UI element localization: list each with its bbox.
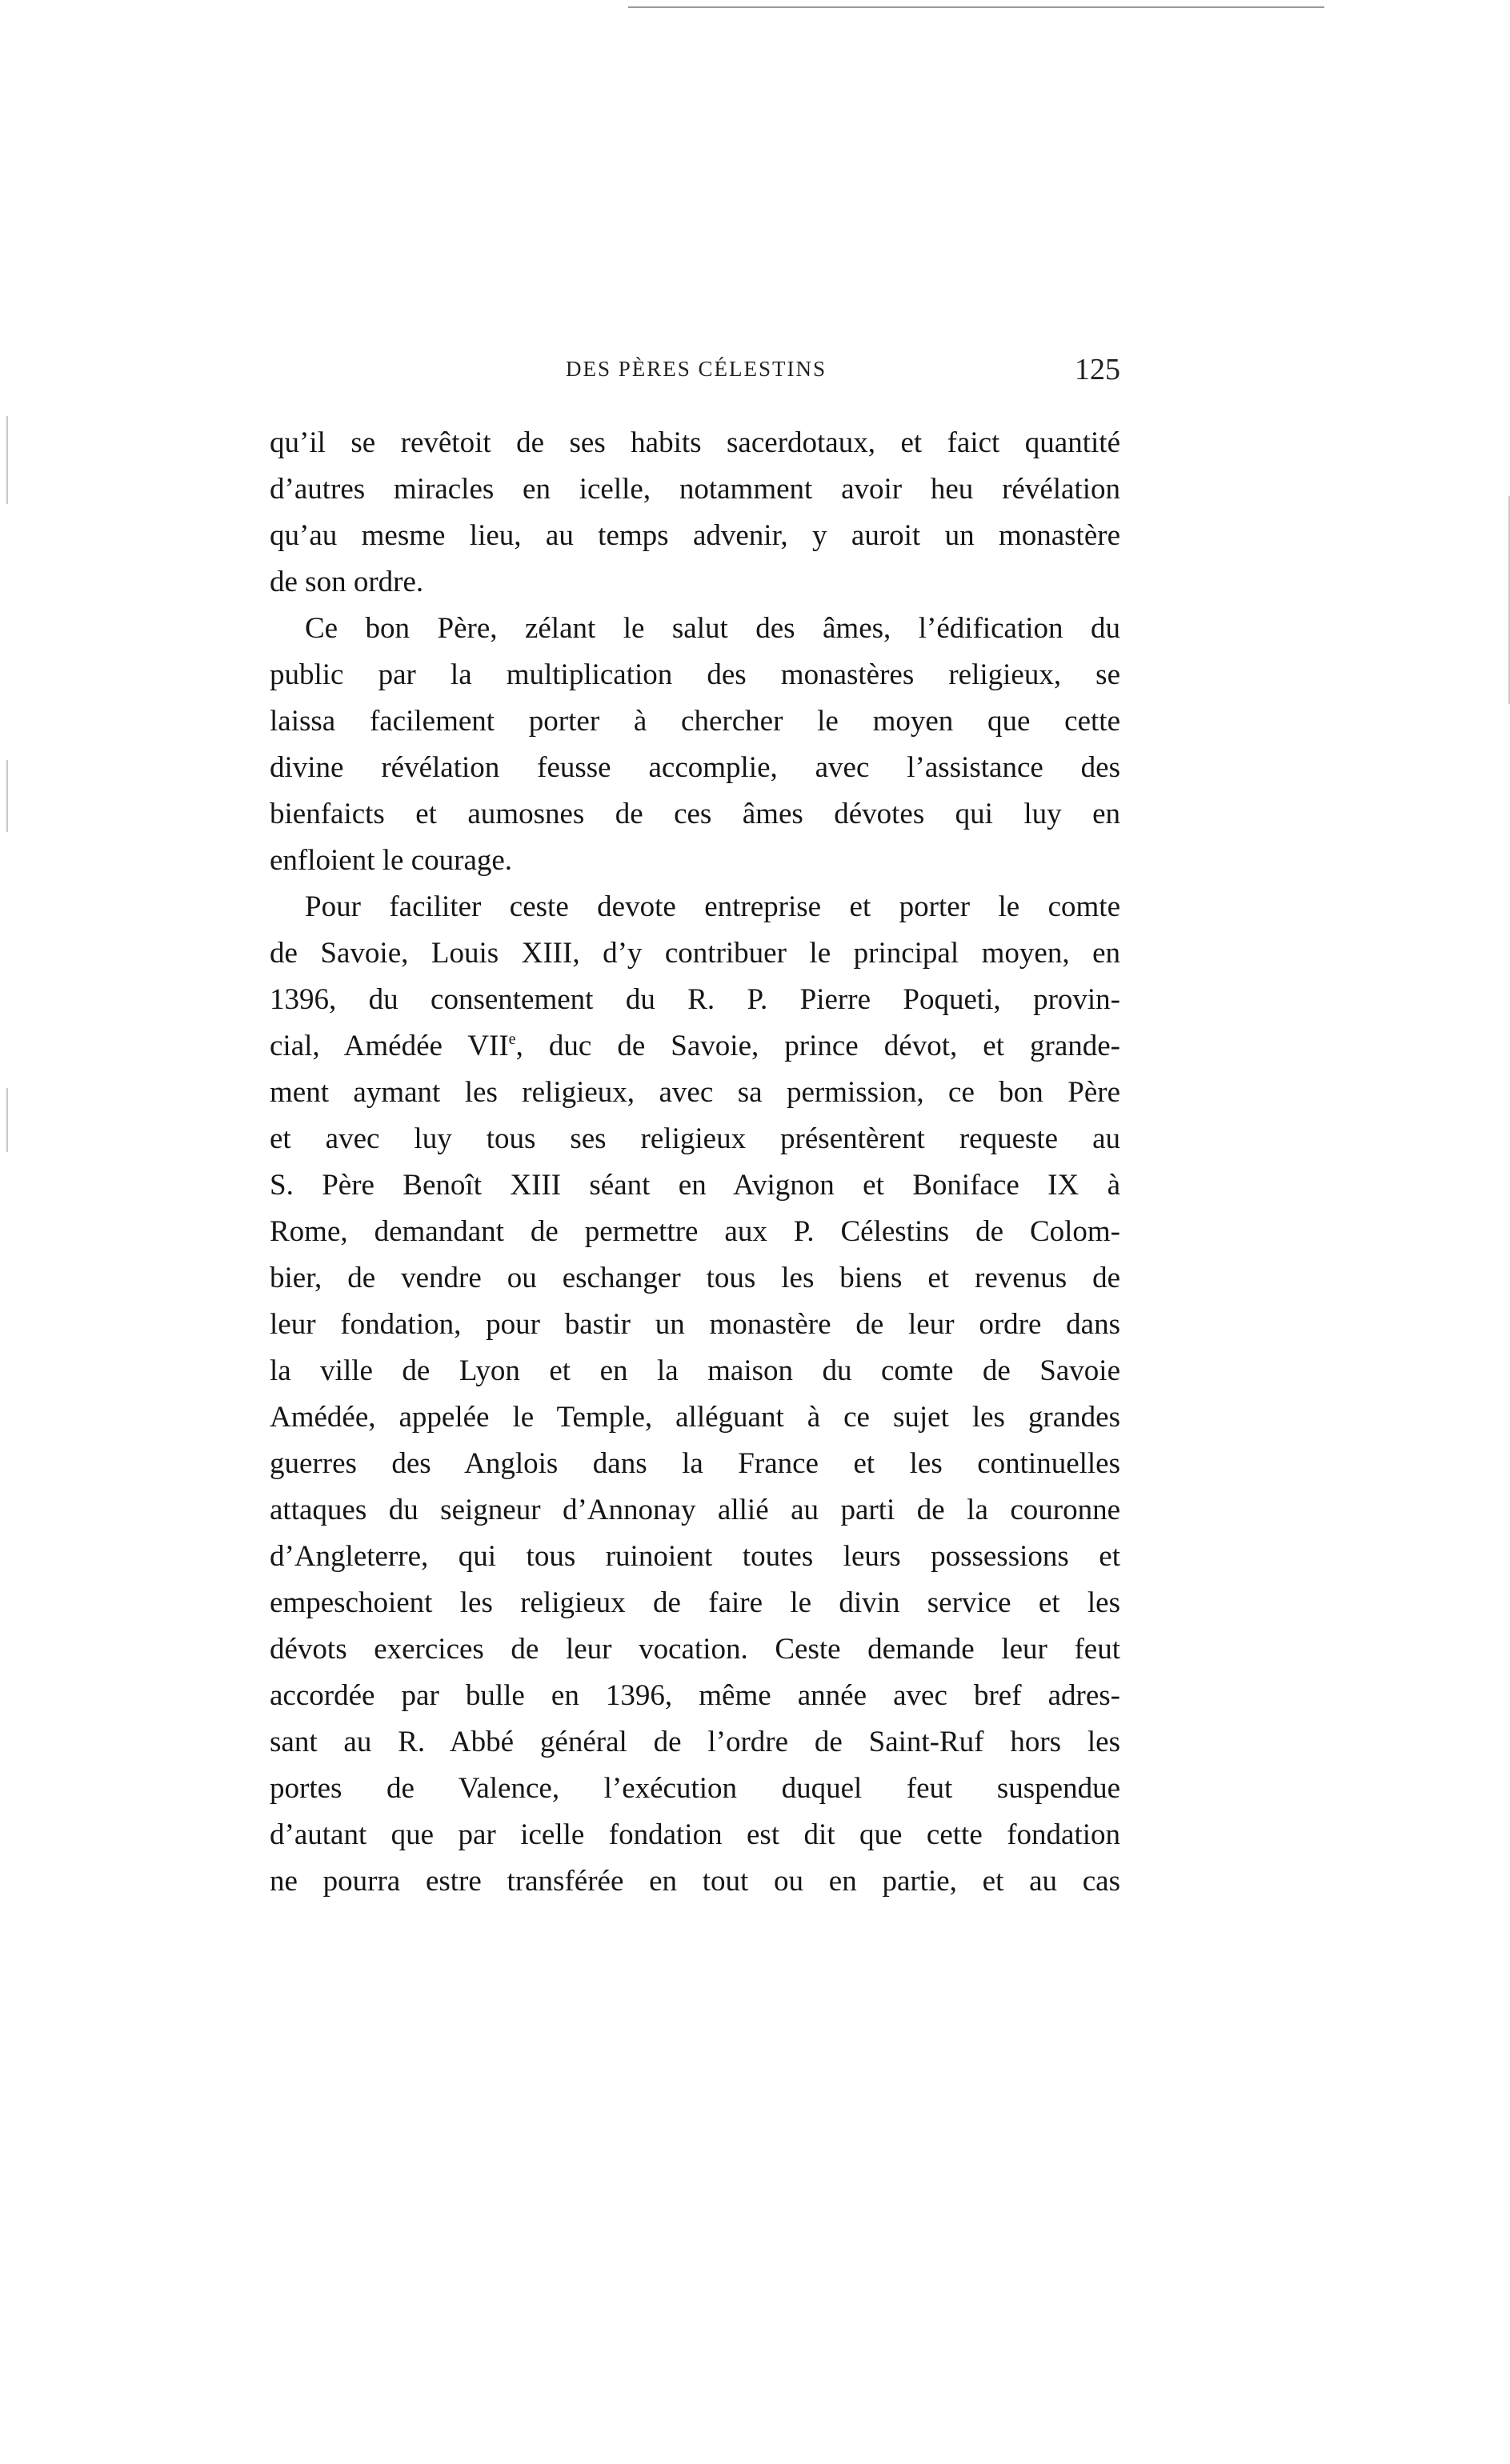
text-line: public par la multiplication des monastères religieux, se — [270, 658, 1120, 691]
scan-edge-mark — [6, 416, 8, 504]
scan-edge-mark — [6, 1088, 8, 1152]
text-line: d’Angleterre, qui tous ruinoient toutes leurs possessions et — [270, 1540, 1120, 1573]
running-title: DES PÈRES CÉLESTINS — [565, 357, 827, 381]
text-line: divine révélation feusse accomplie, avec l’assistance des — [270, 751, 1120, 784]
text-line: empeschoient les religieux de faire le divin service et les — [270, 1586, 1120, 1619]
text-line: S. Père Benoît XIII séant en Avignon et Boniface IX à — [270, 1169, 1120, 1202]
text-line: guerres des Anglois dans la France et les continuelles — [270, 1447, 1120, 1480]
text-line: de Savoie, Louis XIII, d’y contribuer le principal moyen, en — [270, 937, 1120, 970]
text-line: sant au R. Abbé général de l’ordre de Saint-Ruf hors les — [270, 1726, 1120, 1758]
text-line: la ville de Lyon et en la maison du comte de Savoie — [270, 1354, 1120, 1387]
scan-edge-mark — [6, 760, 8, 832]
text-line: d’autant que par icelle fondation est dit que cette fondation — [270, 1818, 1120, 1851]
text-line: de son ordre. — [270, 566, 424, 598]
text-line: dévots exercices de leur vocation. Ceste demande leur feut — [270, 1633, 1120, 1666]
page-number: 125 — [1075, 353, 1120, 386]
text-line — [270, 1023, 1120, 1070]
text-line: bienfaicts et aumosnes de ces âmes dévotes qui luy en — [270, 798, 1120, 830]
text-line: et avec luy tous ses religieux présentèrent requeste au — [270, 1122, 1120, 1155]
text-line: d’autres miracles en icelle, notamment avoir heu révélation — [270, 473, 1120, 506]
text-line: qu’au mesme lieu, au temps advenir, y auroit un monastère — [270, 519, 1120, 552]
text-line: accordée par bulle en 1396, même année avec bref adres- — [270, 1679, 1120, 1712]
paragraph-start-line: Pour faciliter ceste devote entreprise et porter le comte — [305, 890, 1120, 923]
scan-edge-rule — [628, 6, 1324, 8]
text-line: Rome, demandant de permettre aux P. Célestins de Colom- — [270, 1215, 1120, 1248]
text-line: bier, de vendre ou eschanger tous les biens et revenus de — [270, 1262, 1120, 1294]
superscript: e — [508, 1030, 516, 1048]
text-line: ment aymant les religieux, avec sa permission, ce bon Père — [270, 1076, 1120, 1109]
text-line: 1396, du consentement du R. P. Pierre Poqueti, provin- — [270, 983, 1120, 1016]
text-line: ne pourra estre transférée en tout ou en partie, et au cas — [270, 1865, 1120, 1898]
text-line: Amédée, appelée le Temple, alléguant à ce sujet les grandes — [270, 1401, 1120, 1434]
text-line: qu’il se revêtoit de ses habits sacerdotaux, et faict quantité — [270, 426, 1120, 459]
text-line: portes de Valence, l’exécution duquel feut suspendue — [270, 1772, 1120, 1805]
text-line: laissa facilement porter à chercher le moyen que cette — [270, 705, 1120, 738]
text-segment: cial, Amédée VII — [270, 1030, 509, 1062]
paragraph-start-line: Ce bon Père, zélant le salut des âmes, l’édification du — [305, 612, 1120, 645]
text-line: enfloient le courage. — [270, 844, 513, 877]
text-segment: , duc de Savoie, prince dévot, et grande- — [515, 1030, 1121, 1062]
text-line: leur fondation, pour bastir un monastère de leur ordre dans — [270, 1308, 1120, 1341]
text-line: attaques du seigneur d’Annonay allié au parti de la couronne — [270, 1494, 1120, 1526]
body-text — [270, 420, 1120, 1905]
